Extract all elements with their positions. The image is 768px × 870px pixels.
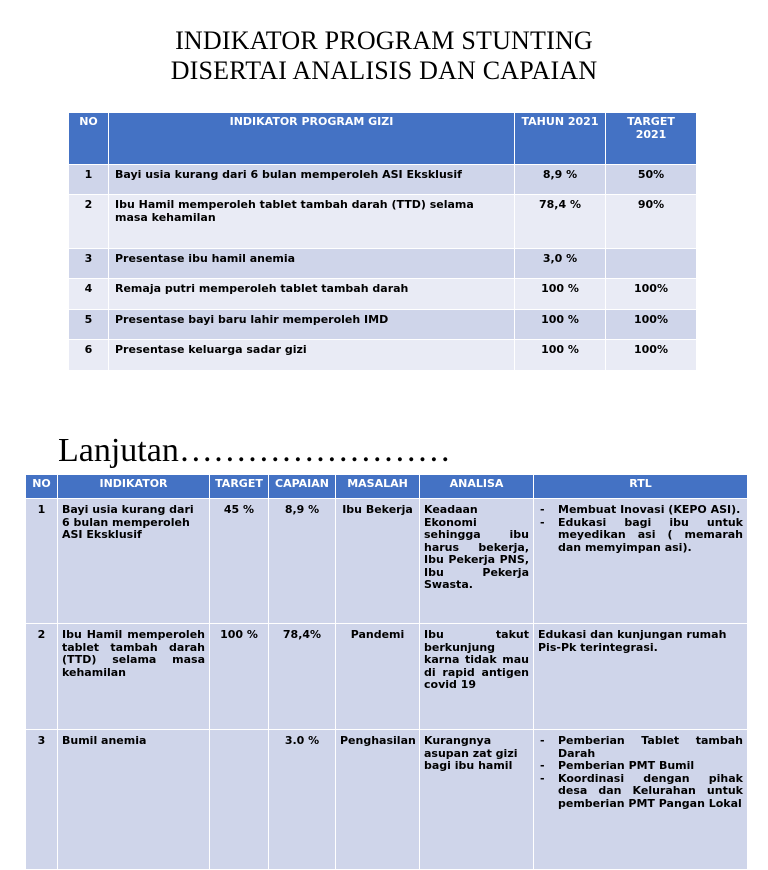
header-indikator: INDIKATOR PROGRAM GIZI	[109, 113, 515, 165]
table-row	[69, 195, 697, 249]
list-item: - Koordinasi dengan pihak desa dan Kelurahan untuk pemberian PMT Pangan Lokal	[538, 773, 743, 811]
title-line-2: DISERTAI ANALISIS DAN CAPAIAN	[170, 56, 598, 85]
cell-target: 90%	[606, 195, 697, 249]
rtl-list	[538, 735, 743, 810]
cell-masalah: Penghasilan	[336, 730, 420, 870]
header-target: TARGET 2021	[606, 113, 697, 165]
table-row	[69, 165, 697, 195]
table-row	[69, 340, 697, 371]
cell-masalah: Ibu Bekerja	[336, 499, 420, 624]
cell-target: 100%	[606, 340, 697, 371]
cell-capaian: 78,4%	[269, 624, 336, 730]
cell-indikator: Bayi usia kurang dari 6 bulan memperoleh ASI Eksklusif	[109, 165, 515, 195]
cell-indikator: Presentase bayi baru lahir memperoleh IMD	[109, 310, 515, 340]
indicator-table	[68, 112, 697, 371]
cell-capaian: 8,9 %	[269, 499, 336, 624]
cell-capaian: 3.0 %	[269, 730, 336, 870]
rtl-list	[538, 504, 743, 554]
cell-no: 6	[69, 340, 109, 371]
header-indikator: INDIKATOR	[58, 475, 210, 499]
section-subtitle: Lanjutan……………………	[58, 432, 451, 469]
header-capaian: CAPAIAN	[269, 475, 336, 499]
table-header-row	[69, 113, 697, 165]
cell-tahun: 100 %	[515, 310, 606, 340]
cell-rtl	[534, 730, 748, 870]
cell-indikator: Presentase ibu hamil anemia	[109, 249, 515, 279]
cell-target: 100%	[606, 310, 697, 340]
cell-target: 100%	[606, 279, 697, 310]
cell-no: 1	[69, 165, 109, 195]
list-item: - Edukasi bagi ibu untuk meyedikan asi ( memarah dan memyimpan asi).	[538, 517, 743, 555]
header-no: NO	[26, 475, 58, 499]
page-title	[0, 26, 768, 86]
cell-analisa: Keadaan Ekonomi sehingga ibu harus bekerja, Ibu Pekerja PNS, Ibu Pekerja Swasta.	[420, 499, 534, 624]
cell-analisa: Ibu takut berkunjung karna tidak mau di rapid antigen covid 19	[420, 624, 534, 730]
cell-no: 1	[26, 499, 58, 624]
list-item: - Pemberian PMT Bumil	[538, 760, 743, 773]
cell-tahun: 3,0 %	[515, 249, 606, 279]
table-row	[69, 279, 697, 310]
table-row	[26, 499, 748, 624]
cell-tahun: 78,4 %	[515, 195, 606, 249]
cell-target: 45 %	[210, 499, 269, 624]
cell-no: 3	[69, 249, 109, 279]
header-rtl: RTL	[534, 475, 748, 499]
cell-tahun: 8,9 %	[515, 165, 606, 195]
header-analisa: ANALISA	[420, 475, 534, 499]
cell-tahun: 100 %	[515, 340, 606, 371]
cell-tahun: 100 %	[515, 279, 606, 310]
cell-rtl: Edukasi dan kunjungan rumah Pis-Pk terintegrasi.	[534, 624, 748, 730]
list-item: - Membuat Inovasi (KEPO ASI).	[538, 504, 743, 517]
table-row	[26, 624, 748, 730]
table-row	[69, 310, 697, 340]
cell-target	[606, 249, 697, 279]
cell-indikator: Ibu Hamil memperoleh tablet tambah darah (TTD) selama masa kehamilan	[58, 624, 210, 730]
cell-masalah: Pandemi	[336, 624, 420, 730]
title-line-1: INDIKATOR PROGRAM STUNTING	[175, 26, 593, 55]
cell-indikator: Bayi usia kurang dari 6 bulan memperoleh ASI Eksklusif	[58, 499, 210, 624]
cell-no: 4	[69, 279, 109, 310]
table-row	[26, 730, 748, 870]
cell-analisa: Kurangnya asupan zat gizi bagi ibu hamil	[420, 730, 534, 870]
cell-indikator: Remaja putri memperoleh tablet tambah darah	[109, 279, 515, 310]
cell-target	[210, 730, 269, 870]
header-tahun: TAHUN 2021	[515, 113, 606, 165]
header-no: NO	[69, 113, 109, 165]
cell-target: 50%	[606, 165, 697, 195]
cell-target: 100 %	[210, 624, 269, 730]
analysis-table	[25, 474, 748, 870]
cell-no: 3	[26, 730, 58, 870]
list-item: - Pemberian Tablet tambah Darah	[538, 735, 743, 760]
table-header-row	[26, 475, 748, 499]
cell-no: 2	[26, 624, 58, 730]
cell-indikator: Presentase keluarga sadar gizi	[109, 340, 515, 371]
header-target: TARGET	[210, 475, 269, 499]
table-row	[69, 249, 697, 279]
cell-rtl	[534, 499, 748, 624]
cell-indikator: Bumil anemia	[58, 730, 210, 870]
cell-indikator: Ibu Hamil memperoleh tablet tambah darah (TTD) selama masa kehamilan	[109, 195, 515, 249]
header-masalah: MASALAH	[336, 475, 420, 499]
cell-no: 2	[69, 195, 109, 249]
cell-no: 5	[69, 310, 109, 340]
